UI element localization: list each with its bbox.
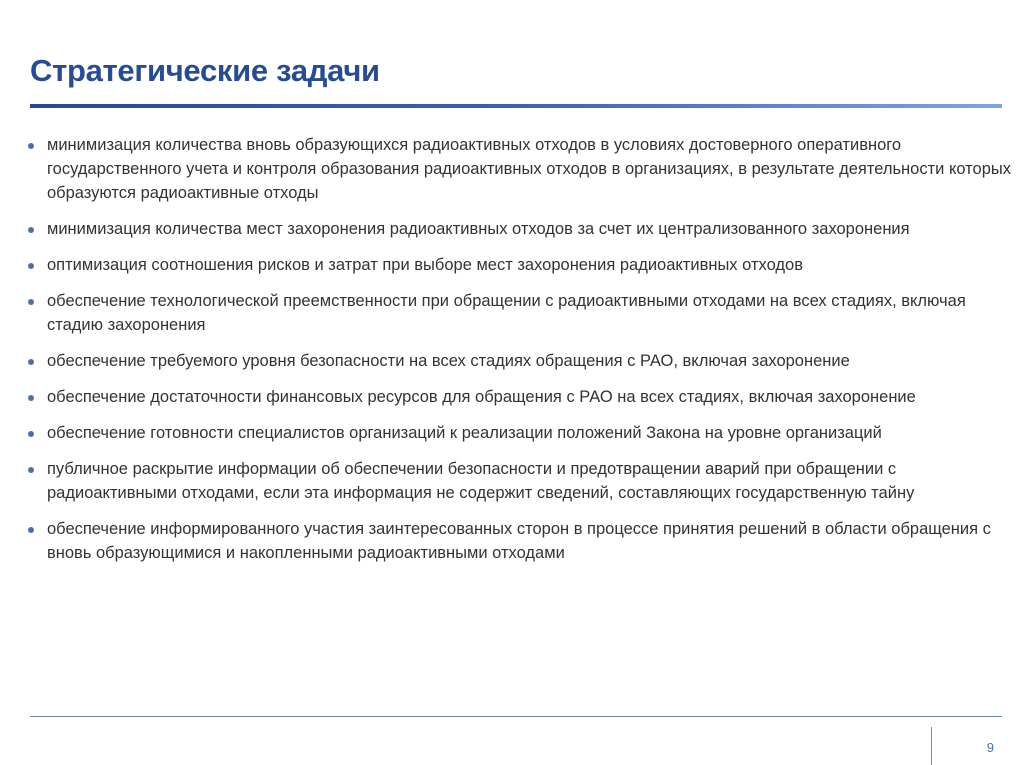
bullet-item (28, 133, 1013, 205)
bullet-text: обеспечение достаточности финансовых ресурсов для обращения с РАО на всех стадиях, включая захоронение (47, 388, 916, 406)
title-underline (30, 104, 1002, 108)
bullet-dot-icon (28, 143, 34, 149)
bullet-text: оптимизация соотношения рисков и затрат при выборе мест захоронения радиоактивных отходов (47, 256, 803, 274)
bullet-text: публичное раскрытие информации об обеспечении безопасности и предотвращении аварий при обращении с радиоактивными отходами, если эта информация не содержит сведений, составляющих государственную тайну (47, 460, 915, 502)
bullet-dot-icon (28, 227, 34, 233)
bullet-dot-icon (28, 395, 34, 401)
bullet-item (28, 349, 1013, 373)
footer-rule (30, 716, 1002, 717)
bullet-text: обеспечение технологической преемственности при обращении с радиоактивными отходами на всех стадиях, включая стадию захоронения (47, 292, 966, 334)
bullet-item (28, 517, 1013, 565)
bullet-dot-icon (28, 359, 34, 365)
bullet-text: минимизация количества вновь образующихся радиоактивных отходов в условиях достоверного оперативного государственного учета и контроля образования радиоактивных отходов в организациях, в результате деятельности которых образуются радиоактивные отходы (47, 136, 1012, 202)
bullet-text: обеспечение требуемого уровня безопасности на всех стадиях обращения с РАО, включая захоронение (47, 352, 850, 370)
bullet-list (28, 133, 1013, 577)
bullet-item (28, 253, 1013, 277)
bullet-item (28, 457, 1013, 505)
bullet-dot-icon (28, 263, 34, 269)
bullet-item (28, 421, 1013, 445)
bullet-item (28, 217, 1013, 241)
page-number: 9 (986, 740, 994, 755)
bullet-dot-icon (28, 527, 34, 533)
bullet-item (28, 289, 1013, 337)
bullet-dot-icon (28, 467, 34, 473)
bullet-text: обеспечение готовности специалистов организаций к реализации положений Закона на уровне организаций (47, 424, 882, 442)
bullet-text: обеспечение информированного участия заинтересованных сторон в процессе принятия решений в области обращения с вновь образующимися и накопленными радиоактивными отходами (47, 520, 991, 562)
bullet-item (28, 385, 1013, 409)
bullet-dot-icon (28, 431, 34, 437)
slide-title: Стратегические задачи (30, 53, 380, 88)
bullet-dot-icon (28, 299, 34, 305)
footer-divider (931, 727, 932, 765)
bullet-text: минимизация количества мест захоронения радиоактивных отходов за счет их централизованного захоронения (47, 220, 910, 238)
